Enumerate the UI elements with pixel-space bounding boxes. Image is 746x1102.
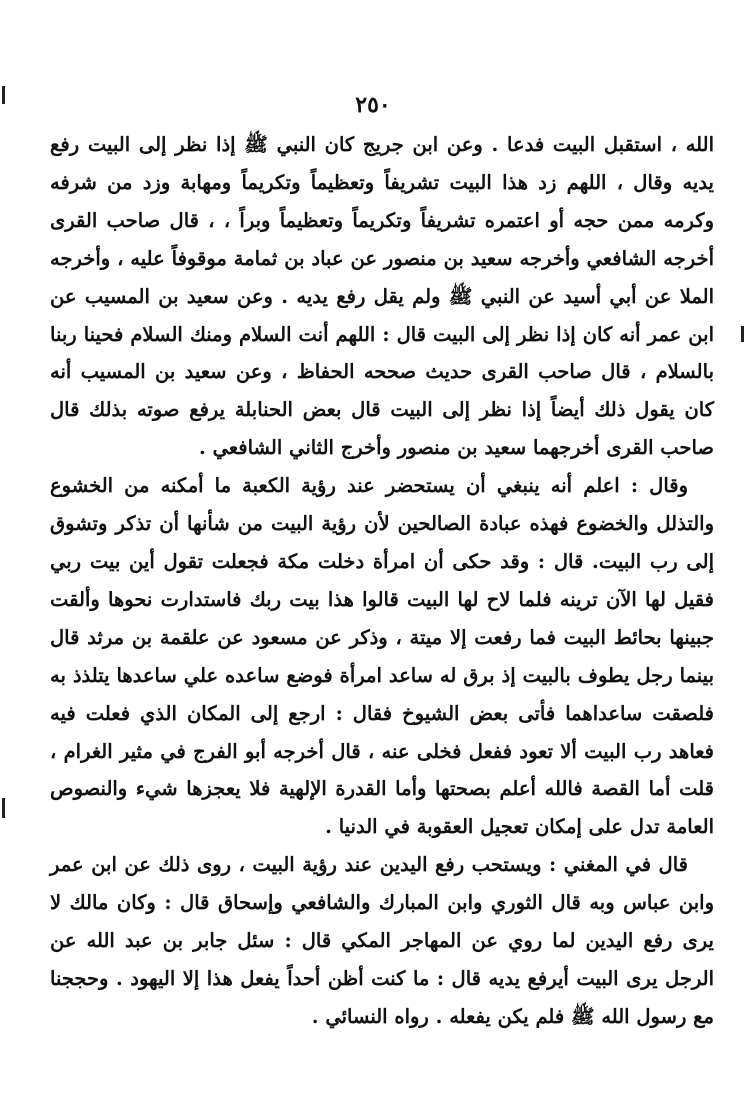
left-margin-mark-bottom: [2, 798, 5, 818]
paragraph-1: الله ، استقبل البيت فدعا . وعن ابن جريج كان النبي ﷺ إذا نظر إلى البيت رفع يديه وقال ، اللهم زد هذا البيت تشريفاً وتعظيماً وتكريماً ومهابة وزد من شرفه وكرمه ممن حجه أو اعتمره تشريفاً وتكريماً وتعظيماً وبراً ، ، قال صاحب القرى أخرجه الشافعي وأخرجه سعيد بن منصور عن عباد بن ثمامة موقوفاً عليه ، وأخرجه الملا عن أبي أسيد عن النبي ﷺ ولم يقل رفع يديه . وعن سعيد بن المسيب عن ابن عمر أنه كان إذا نظر إلى البيت قال : اللهم أنت السلام ومنك السلام فحينا ربنا بالسلام ، قال صاحب القرى حديث صححه الحفاظ ، وعن سعيد بن المسيب أنه كان يقول ذلك أيضاً إذا نظر إلى البيت قال بعض الحنابلة يرفع صوته بذلك قال صاحب القرى أخرجهما سعيد بن منصور وأخرج الثاني الشافعي .: [50, 133, 714, 460]
right-margin-mark: [741, 326, 744, 342]
paragraph-2: وقال : اعلم أنه ينبغي أن يستحضر عند رؤية الكعبة ما أمكنه من الخشوع والتذلل والخضوع فهذه عبادة الصالحين لأن رؤية البيت من شأنها أن تذكر وتشوق إلى رب البيت. قال : وقد حكى أن امرأة دخلت مكة فجعلت تقول أين بيت ربي فقيل لها الآن ترينه فلما لاح لها البيت قالوا هذا بيت ربك فاستدارت نحوها وألقت جبينها بحائط البيت فما رفعت إلا ميتة ، وذكر عن مسعود عن علقمة بن مرثد قال بينما رجل يطوف بالبيت إذ برق له ساعد امرأة فوضع ساعده علي ساعدها يتلذذ به فلصقت ساعداهما فأتى بعض الشيوخ فقال : ارجع إلى المكان الذي فعلت فيه فعاهد رب البيت ألا تعود ففعل فخلى عنه ، قال أخرجه أبو الفرج في مثير الغرام ، قلت أما القصة فالله أعلم بصحتها وأما القدرة الإلهية فلا يعجزها شيء والنصوص العامة تدل على إمكان تعجيل العقوبة في الدنيا .: [50, 474, 714, 839]
page-number: ٢٥٠: [355, 92, 391, 118]
page-body: [50, 126, 714, 1036]
paragraph-3: قال في المغني : ويستحب رفع اليدين عند رؤية البيت ، روى ذلك عن ابن عمر وابن عباس وبه قال الثوري وابن المبارك والشافعي وإسحاق قال : وكان مالك لا يرى رفع اليدين لما روي عن المهاجر المكي قال : سئل جابر بن عبد الله عن الرجل يرى البيت أيرفع يديه قال : ما كنت أظن أحداً يفعل هذا إلا اليهود . وحججنا مع رسول الله ﷺ فلم يكن يفعله . رواه النسائي .: [50, 853, 714, 1028]
